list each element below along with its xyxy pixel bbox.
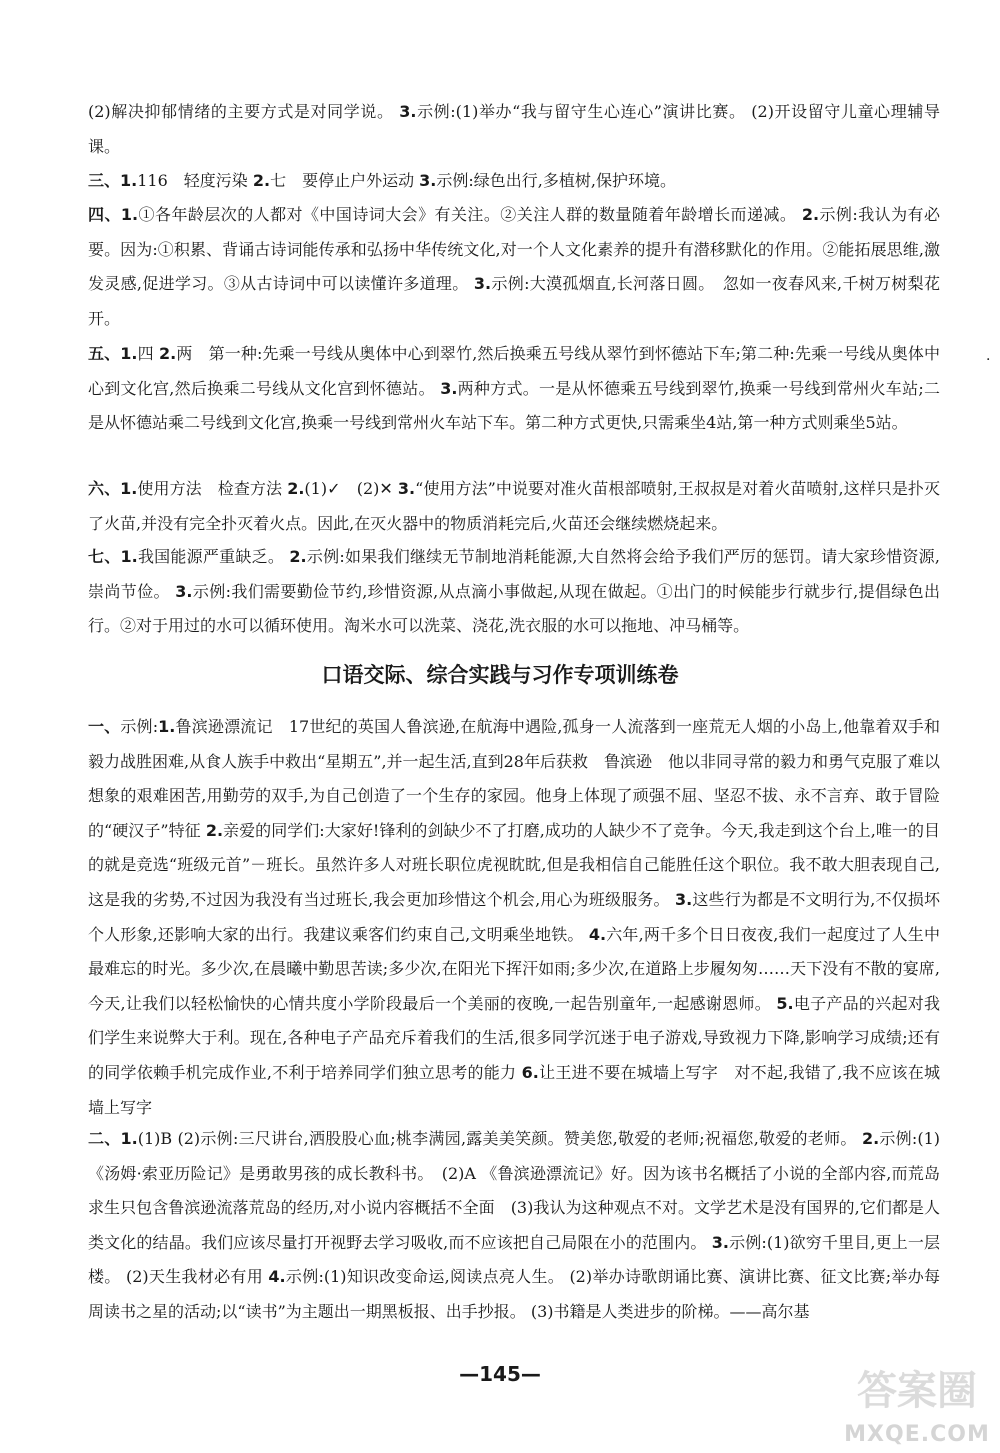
question-number: 四、1. (88, 205, 139, 224)
answer-paragraph-section-6 (88, 472, 940, 541)
stray-mark: · (986, 352, 991, 368)
question-number: 3. (473, 274, 492, 294)
answer-text: 116 轻度污染 (137, 171, 253, 190)
question-number: 5. (776, 993, 794, 1013)
question-number: 6. (521, 1062, 539, 1082)
answer-text: 电子产品的兴起对我们学生来说弊大于利。现在,各种电子产品充斥着我们的生活,很多同学沉迷于电子游戏,导致视力下降,影响学习成绩;还有的同学依赖手机完成作业,不利于培养同学们独立思考的能力 (88, 993, 940, 1082)
answer-text: (1)✓ (2)✕ (304, 479, 398, 498)
answer-text: “使用方法”中说要对准火苗根部喷射,王叔叔是对着火苗喷射,这样只是扑灭了火苗,并没有完全扑灭着火点。因此,在灭火器中的物质消耗完后,火苗还会继续燃烧起来。 (88, 479, 940, 533)
question-number: 2. (252, 171, 271, 190)
question-number: 2. (289, 547, 307, 566)
question-number: 2. (861, 1129, 880, 1148)
answer-text: 示例:我认为有必要。因为:①积累、背诵古诗词能传承和弘扬中华传统文化,对一个人文化素养的提升有潜移默化的作用。②能拓展思维,激发灵感,促进学习。③从古诗词中可以读懂许多道理。 (88, 205, 940, 294)
answer-text: 亲爱的同学们:大家好!锋利的剑缺少不了打磨,成功的人缺少不了竞争。今天,我走到这个台上,唯一的目的就是竞选“班级元首”－班长。虽然许多人对班长职位虎视眈眈,但是我相信自己能胜任这个职位。我不敢大胆表现自己,这是我的劣势,不过因为我没有当过班长,我会更加珍惜这个机会,用心为班级服务。 (88, 820, 940, 909)
answer-text: 两 第一种:先乘一号线从奥体中心到翠竹,然后换乘五号线从翠竹到怀德站下车;第二种:先乘一号线从奥体中心到文化宫,然后换乘二号线从文化宫到怀德站。 (88, 344, 940, 398)
question-number: 二、1. (88, 1129, 138, 1148)
answer-text: 七 要停止户外运动 (270, 171, 420, 190)
section-title: 口语交际、综合实践与习作专项训练卷 (321, 663, 679, 687)
answer-text: 示例:我们需要勤俭节约,珍惜资源,从点滴小事做起,从现在做起。①出门的时候能步行就步行,提倡绿色出行。②对于用过的水可以循环使用。淘米水可以洗菜、浇花,洗衣服的水可以拖地、冲马桶等。 (88, 581, 940, 636)
answer-paragraph-section-3 (88, 164, 940, 199)
answer-text: 示例: (120, 717, 159, 736)
watermark-logo (842, 1359, 992, 1447)
answer-text: 示例:(1)知识改变命运,阅读点亮人生。 (2)举办诗歌朗诵比赛、演讲比赛、征文比赛;举办每周读书之星的活动;以“读书”为主题出一期黑板报、出手抄报。 (3)书籍是人类进步的阶梯。——高尔基 (88, 1267, 940, 1321)
question-number: 2. (158, 344, 177, 363)
question-number: 三、1. (88, 171, 138, 190)
question-number: 五、1. (88, 344, 138, 363)
question-number: 3. (399, 102, 417, 121)
answer-paragraph-part-2 (88, 1122, 940, 1330)
question-number: 一、 (88, 717, 121, 736)
answer-text: 鲁滨逊漂流记 17世纪的英国人鲁滨逊,在航海中遇险,孤身一人流落到一座荒无人烟的小岛上,他靠着双手和毅力战胜困难,从食人族手中救出“星期五”,并一起生活,直到28年后获救 鲁滨逊 他以非同寻常的毅力和勇气克服了难以想象的艰难困苦,用勤劳的双手,为自己创造了一个生存的家园。他身上体现了顽强不屈、坚忍不拔、永不言弃、敢于冒险的“硬汉子”特征 (88, 717, 940, 840)
question-number: 3. (711, 1232, 730, 1252)
answer-text: 这些行为都是不文明行为,不仅损坏个人形象,还影响大家的出行。我建议乘客们约束自己,文明乘坐地铁。 (88, 889, 940, 944)
question-number: 3. (419, 171, 437, 190)
answer-paragraph-section-7 (88, 540, 940, 644)
question-number: 七、1. (88, 547, 138, 566)
answer-text: 示例:绿色出行,多植树,保护环境。 (436, 171, 676, 190)
answer-text: 让王进不要在城墙上写字 对不起,我错了,我不应该在城墙上写字 (88, 1062, 940, 1117)
answer-paragraph-section-5 (88, 337, 940, 441)
answer-text: 使用方法 检查方法 (137, 479, 288, 498)
question-number: 六、1. (88, 479, 138, 498)
answer-text: (2)解决抑郁情绪的主要方式是对同学说。 (88, 102, 400, 121)
page-number: —145— (459, 1362, 541, 1386)
answer-paragraph-part-1 (88, 710, 940, 1125)
answer-text: 示例:(1)举办“我与留守生心连心”演讲比赛。 (2)开设留守儿童心理辅导课。 (88, 102, 940, 156)
watermark-site: MXQE.COM (844, 1422, 990, 1447)
question-number: 1. (158, 717, 176, 736)
question-number: 4. (268, 1267, 286, 1287)
question-number: 2. (287, 479, 305, 498)
question-number: 4. (588, 924, 607, 944)
answer-text: (1)B (2)示例:三尺讲台,洒股股心血;桃李满园,露美美笑颜。赞美您,敬爱的老师;祝福您,敬爱的老师。 (137, 1129, 862, 1148)
question-number: 2. (205, 820, 224, 840)
question-number: 3. (175, 581, 193, 601)
question-number: 3. (440, 378, 458, 398)
answer-text: 示例:大漠孤烟直,长河落日圆。 忽如一夜春风来,千树万树梨花开。 (88, 274, 940, 328)
answer-text: 六年,两千多个日日夜夜,我们一起度过了人生中最难忘的时光。多少次,在晨曦中勤思苦读;多少次,在阳光下挥汗如雨;多少次,在道路上步履匆匆……天下没有不散的宴席,今天,让我们以轻松愉快的心情共度小学阶段最后一个美丽的夜晚,一起告别童年,一起感谢恩师。 (88, 924, 940, 1013)
answer-text: 示例:如果我们继续无节制地消耗能源,大自然将会给予我们严厉的惩罚。请大家珍惜资源,崇尚节俭。 (88, 547, 940, 601)
question-number: 3. (674, 889, 693, 909)
answer-text: 示例:(1)《汤姆·索亚历险记》是勇敢男孩的成长教科书。 (2)A 《鲁滨逊漂流记》好。因为该书名概括了小说的全部内容,而荒岛求生只包含鲁滨逊流落荒岛的经历,对小说内容概括不全面 (3)我认为这种观点不对。文学艺术是没有国界的,它们都是人类文化的结晶。我们应该尽量打开视野去学习吸收,而不应该把自己局限在小的范围内。 (88, 1129, 940, 1252)
answer-text: 两种方式。一是从怀德乘五号线到翠竹,换乘一号线到常州火车站;二是从怀德站乘二号线到文化宫,换乘一号线到常州火车站下车。第二种方式更快,只需乘坐4站,第一种方式则乘坐5站。 (88, 378, 940, 433)
answer-text: 我国能源严重缺乏。 (137, 547, 290, 566)
answer-text: 四 (137, 344, 159, 363)
watermark-glyphs: 答案圈 (857, 1368, 977, 1414)
answer-paragraph-continuation (88, 95, 940, 164)
answer-text: 示例:(1)欲穷千里目,更上一层楼。 (2)天生我材必有用 (88, 1232, 940, 1287)
question-number: 3. (397, 479, 416, 498)
answer-paragraph-section-4 (88, 198, 940, 336)
answer-text: ①各年龄层次的人都对《中国诗词大会》有关注。②关注人群的数量随着年龄增长而递减。 (138, 205, 802, 224)
question-number: 2. (801, 205, 820, 224)
